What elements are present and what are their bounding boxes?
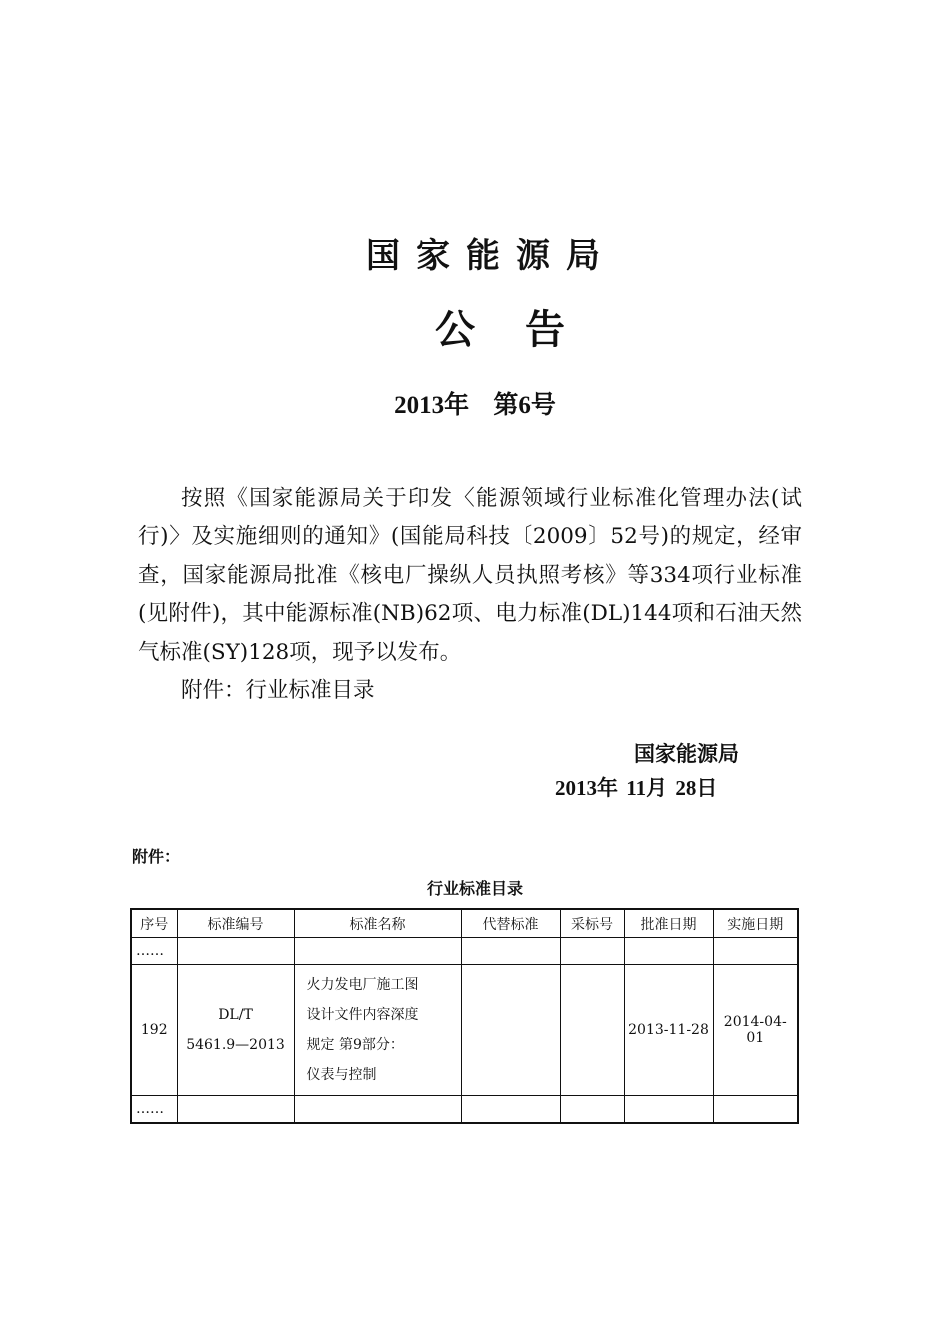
ellipsis-cell: …… [131, 938, 177, 965]
cell-effective: 2014-04-01 [713, 965, 798, 1096]
announcement-body [138, 480, 802, 710]
document-type: 公告 [435, 307, 615, 353]
cell-replaces [461, 965, 560, 1096]
col-header-replaces: 代替标准 [461, 909, 560, 938]
col-header-adopted: 采标号 [560, 909, 624, 938]
cell-name-line2: 设计文件内容深度 [306, 1007, 419, 1023]
document-number: 2013年 第6号 [394, 392, 556, 419]
col-header-name: 标准名称 [294, 909, 461, 938]
cell-adopted [560, 965, 624, 1096]
table-row [131, 965, 798, 1096]
cell-code [177, 965, 294, 1096]
cell-code-line1: DL/T [218, 1007, 253, 1023]
cell-approved: 2013-11-28 [624, 965, 713, 1096]
cell-name-line3: 规定 第9部分： [306, 1037, 404, 1053]
signature-date: 2013年 11月 28日 [555, 776, 718, 800]
cell-name-line4: 仪表与控制 [306, 1067, 377, 1083]
signature-org: 国家能源局 [634, 742, 739, 766]
table-title: 行业标准目录 [426, 879, 523, 898]
col-header-approved: 批准日期 [624, 909, 713, 938]
table-row-ellipsis [131, 1096, 798, 1124]
col-header-effective: 实施日期 [713, 909, 798, 938]
issuer-title: 国家能源局 [366, 236, 616, 276]
table-header-row [131, 909, 798, 938]
cell-name-line1: 火力发电厂施工图 [306, 977, 419, 993]
cell-seq: 192 [131, 965, 177, 1096]
ellipsis-cell: …… [131, 1096, 177, 1124]
standards-table [130, 908, 799, 1124]
col-header-seq: 序号 [131, 909, 177, 938]
col-header-code: 标准编号 [177, 909, 294, 938]
cell-code-line2: 5461.9—2013 [186, 1037, 285, 1053]
attachment-heading: 附件： [132, 847, 181, 866]
announcement-paragraph: 按照《国家能源局关于印发〈能源领域行业标准化管理办法(试行)〉及实施细则的通知》(国能局科技〔2009〕52号)的规定，经审查，国家能源局批准《核电厂操纵人员执照考核》等334项行业标准(见附件)，其中能源标准(NB)62项、电力标准(DL)144项和石油天然气标准(SY)128项，现予以发布。 [138, 486, 802, 665]
cell-name [294, 965, 461, 1096]
table-row-ellipsis [131, 938, 798, 965]
attachment-reference: 附件：行业标准目录 [181, 678, 375, 704]
